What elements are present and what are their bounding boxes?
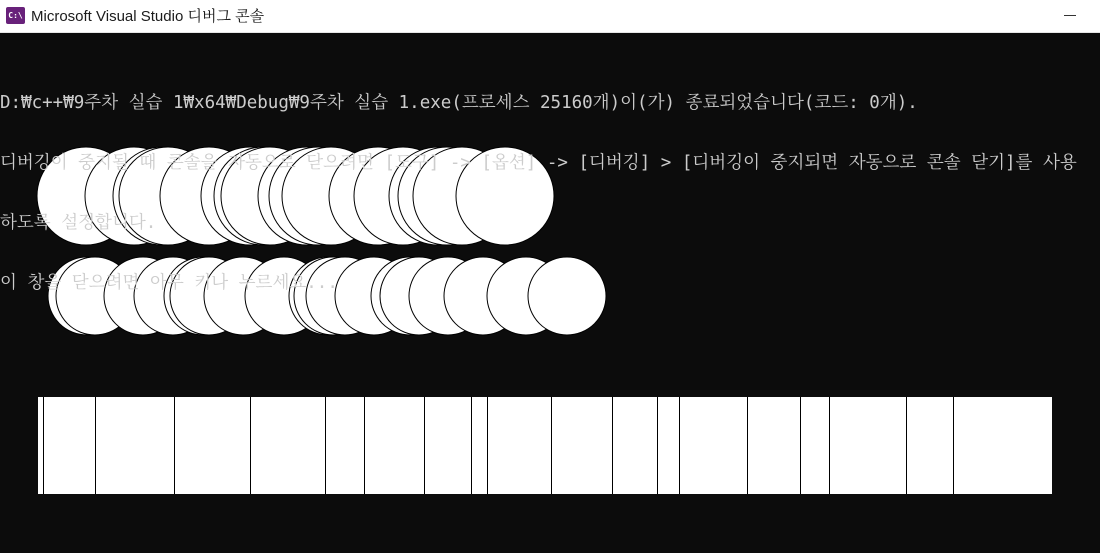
console-output [0, 53, 1100, 333]
console-line: D:₩c++₩9주차 실습 1₩x64₩Debug₩9주차 실습 1.exe(프로세스 25160개)이(가) 종료되었습니다(코드: 0개). [0, 93, 918, 113]
console-line: 하도록 설정합니다. [0, 213, 157, 233]
window-title: Microsoft Visual Studio 디버그 콘솔 [31, 8, 265, 25]
minimize-icon [1064, 15, 1076, 16]
console-line: 디버깅이 중지될 때 콘솔을 자동으로 닫으려면 [도구] -> [옵션] -> [디버깅] > [디버깅이 중지되면 자동으로 콘솔 닫기]를 사용 [0, 153, 1077, 173]
rectangle-strip-fill [38, 397, 1052, 494]
console-line: 이 창을 닫으려면 아무 키나 누르세요... [0, 273, 338, 293]
title-bar[interactable] [0, 0, 1100, 33]
rectangle-strip [38, 397, 1052, 494]
minimize-button[interactable] [1048, 0, 1094, 32]
visual-studio-icon: C:\ [6, 7, 25, 24]
